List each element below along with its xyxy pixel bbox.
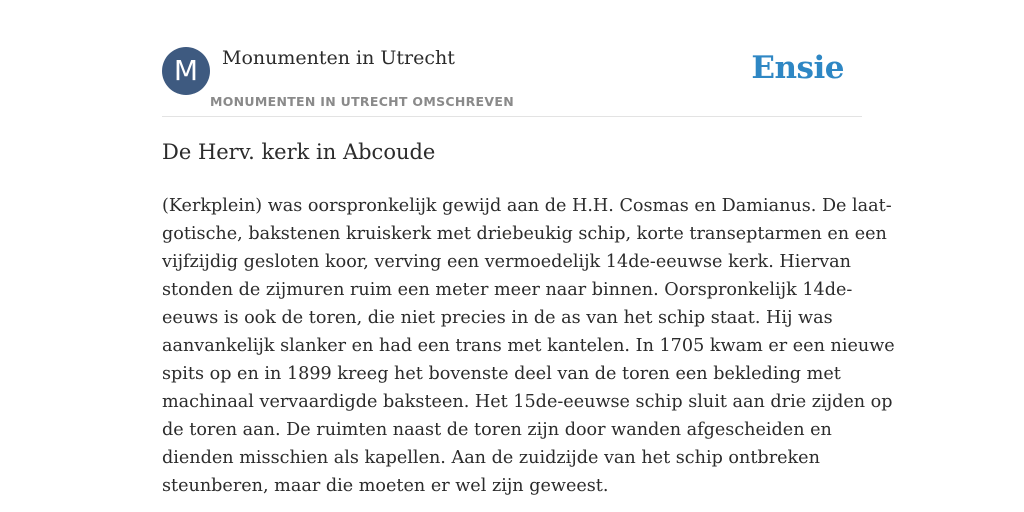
article-body-line: aanvankelijk slanker en had een trans met kantelen. In 1705 kwam er een nieuwe [162, 336, 895, 356]
article-body-line: dienden misschien als kapellen. Aan de zuidzijde van het schip ontbreken [162, 448, 820, 468]
site-title[interactable]: Monumenten in Utrecht [222, 47, 455, 69]
article-body-line: vijfzijdig gesloten koor, verving een vermoedelijk 14de-eeuwse kerk. Hiervan [162, 252, 851, 272]
article-body-line: stonden de zijmuren ruim een meter meer naar binnen. Oorspronkelijk 14de- [162, 280, 853, 300]
article-body-line: spits op en in 1899 kreeg het bovenste deel van de toren een bekleding met [162, 364, 841, 384]
site-subtitle: MONUMENTEN IN UTRECHT OMSCHREVEN [210, 94, 514, 109]
article-body-line: machinaal vervaardigde baksteen. Het 15de-eeuwse schip sluit aan drie zijden op [162, 392, 893, 412]
article-body-line: steunberen, maar die moeten er wel zijn geweest. [162, 476, 609, 496]
brand-logo[interactable]: Ensie [751, 50, 844, 86]
article-body-line: eeuws is ook de toren, die niet precies in de as van het schip staat. Hij was [162, 308, 833, 328]
header [162, 44, 862, 117]
avatar[interactable]: M [162, 47, 210, 95]
article-body-line: de toren aan. De ruimten naast de toren zijn door wanden afgescheiden en [162, 420, 832, 440]
article-body [162, 192, 895, 500]
article-title: De Herv. kerk in Abcoude [162, 140, 436, 164]
article-body-line: (Kerkplein) was oorspronkelijk gewijd aan de H.H. Cosmas en Damianus. De laat- [162, 196, 892, 216]
article-body-line: gotische, bakstenen kruiskerk met driebeukig schip, korte transeptarmen en een [162, 224, 887, 244]
